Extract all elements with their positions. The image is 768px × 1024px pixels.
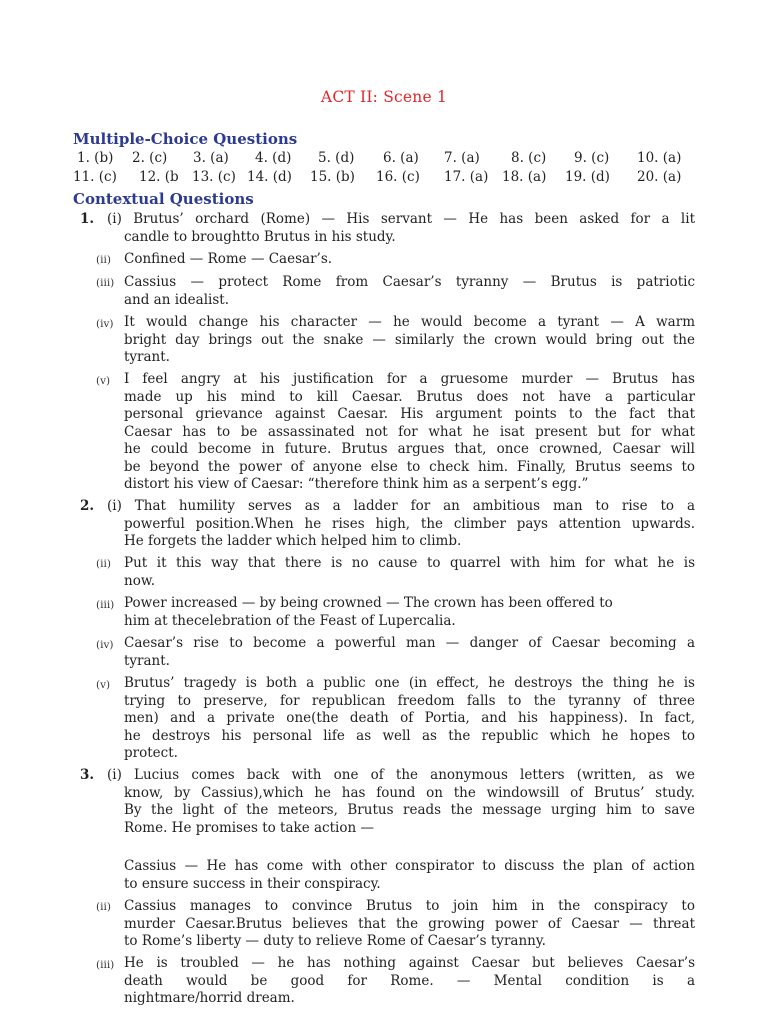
- text-line: know, by Cassius),which he has found on the windowsill of Brutus’ study.: [124, 784, 695, 801]
- answer-text: [107, 767, 695, 837]
- mcq-answer: 15. (b): [310, 169, 355, 185]
- answer-text: [124, 371, 695, 494]
- sub-label: (iv): [96, 639, 114, 651]
- text-line: tyrant.: [124, 349, 170, 365]
- mcq-heading: Multiple-Choice Questions: [73, 130, 298, 148]
- text-line: now.: [124, 572, 156, 589]
- mcq-answer: 16. (c): [376, 169, 420, 185]
- text-line: (i) That humility serves as a ladder for an ambitious man to rise to a: [107, 498, 695, 514]
- answer-text: [124, 251, 695, 269]
- text-line: Caesar’s rise to become a powerful man — danger of Caesar becoming a: [124, 635, 695, 651]
- text-line: Put it this way that there is no cause to quarrel with him for what he is: [124, 555, 695, 571]
- text-line: tyrant.: [124, 652, 170, 669]
- sub-label: (ii): [96, 254, 111, 266]
- text-line: murder Caesar.Brutus believes that the growing power of Caesar — threat: [124, 915, 695, 932]
- mcq-answer: 2. (c): [132, 150, 168, 166]
- mcq-answers: [73, 150, 703, 188]
- answer-text: [124, 314, 695, 367]
- answer-text: [107, 211, 695, 246]
- question-number: 2.: [80, 498, 95, 514]
- contextual-heading: Contextual Questions: [73, 190, 254, 208]
- text-line: protect.: [124, 745, 178, 761]
- sub-label: (v): [96, 679, 111, 691]
- text-line: I feel angry at his justification for a gruesome murder — Brutus has: [124, 371, 695, 387]
- answer-text: [107, 498, 695, 551]
- text-line: He forgets the ladder which helped him to climb.: [124, 533, 462, 549]
- text-line: he could become in future. Brutus argues that, once crowned, Caesar will: [124, 441, 695, 457]
- text-line: Brutus’ tragedy is both a public one (in effect, he destroys the thing he is: [124, 675, 695, 691]
- text-line: trying to preserve, for republican freedom falls to the tyranny of three: [124, 692, 695, 709]
- mcq-answer: 19. (d): [565, 169, 610, 185]
- answer-text: [124, 555, 695, 590]
- text-line: to Rome’s liberty — duty to relieve Rome of Caesar’s tyranny.: [124, 933, 546, 949]
- text-line: Caesar has to be assassinated not for what he isat present but for what: [124, 423, 695, 440]
- answer-text: [124, 635, 695, 670]
- text-line: Cassius — He has come with other conspirator to discuss the plan of action: [124, 858, 695, 874]
- text-line: distort his view of Caesar: “therefore think him as a serpent’s egg.”: [124, 476, 589, 492]
- text-line: men) and a private one(the death of Portia, and his happiness). In fact,: [124, 710, 695, 726]
- answer-text: [124, 675, 695, 763]
- text-line: death would be good for Rome. — Mental condition is a: [124, 972, 695, 989]
- mcq-answer: 11. (c): [73, 169, 117, 185]
- text-line: and an idealist.: [124, 291, 229, 308]
- text-line: powerful position.When he rises high, the climber pays attention upwards.: [124, 515, 695, 532]
- sub-label: (iii): [96, 959, 115, 971]
- text-line: Cassius — protect Rome from Caesar’s tyranny — Brutus is patriotic: [124, 274, 695, 290]
- sub-label: (iv): [96, 318, 114, 330]
- text-line: made up his mind to kill Caesar. Brutus does not have a particular: [124, 388, 695, 405]
- text-line: Rome. He promises to take action —: [124, 819, 374, 836]
- question-number: 3.: [80, 767, 95, 783]
- text-line: he destroys his personal life as well as the republic which he hopes to: [124, 727, 695, 744]
- sub-label: (iii): [96, 277, 115, 289]
- mcq-answer: 14. (d): [247, 169, 292, 185]
- answer-text: [124, 595, 695, 630]
- mcq-answer: 17. (a): [444, 169, 489, 185]
- mcq-row-1: [73, 150, 703, 169]
- mcq-answer: 9. (c): [574, 150, 610, 166]
- text-line: him at thecelebration of the Feast of Lupercalia.: [124, 612, 456, 629]
- mcq-answer: 6. (a): [383, 150, 419, 166]
- question-number: 1.: [80, 211, 95, 227]
- answer-text: [124, 898, 695, 951]
- text-line: He is troubled — he has nothing against Caesar but believes Caesar’s: [124, 955, 695, 971]
- sub-label: (ii): [96, 558, 111, 570]
- mcq-answer: 18. (a): [502, 169, 547, 185]
- mcq-answer: 5. (d): [318, 150, 355, 166]
- mcq-answer: 4. (d): [255, 150, 292, 166]
- mcq-answer: 12. (b: [139, 169, 179, 185]
- text-line: candle to broughtto Brutus in his study.: [124, 228, 396, 245]
- page-title: ACT II: Scene 1: [320, 88, 448, 106]
- text-line: Cassius manages to convince Brutus to join him in the conspiracy to: [124, 898, 695, 914]
- text-line: (i) Brutus’ orchard (Rome) — His servant — He has been asked for a lit: [107, 211, 695, 227]
- sub-label: (v): [96, 375, 111, 387]
- answer-text: [124, 274, 695, 309]
- text-line: Power increased — by being crowned — The crown has been offered to: [124, 595, 613, 611]
- text-line: It would change his character — he would become a tyrant — A warm: [124, 314, 695, 330]
- text-line: nightmare/horrid dream.: [124, 990, 295, 1006]
- mcq-answer: 3. (a): [193, 150, 229, 166]
- mcq-answer: 8. (c): [511, 150, 547, 166]
- mcq-answer: 7. (a): [444, 150, 480, 166]
- text-line: By the light of the meteors, Brutus reads the message urging him to save: [124, 802, 695, 818]
- answer-text: [124, 955, 695, 1008]
- text-line: (i) Lucius comes back with one of the anonymous letters (written, as we: [107, 767, 695, 783]
- text-line: bright day brings out the snake — similarly the crown would bring out the: [124, 331, 695, 348]
- mcq-answer: 20. (a): [637, 169, 682, 185]
- sub-label: (ii): [96, 901, 111, 913]
- mcq-row-2: [73, 169, 703, 188]
- text-line: be beyond the power of anyone else to check him. Finally, Brutus seems to: [124, 458, 695, 475]
- answer-text: [124, 858, 695, 893]
- text-line: personal grievance against Caesar. His argument points to the fact that: [124, 406, 695, 422]
- text-line: to ensure success in their conspiracy.: [124, 875, 381, 892]
- text-line: Confined — Rome — Caesar’s.: [124, 251, 333, 267]
- sub-label: (iii): [96, 599, 115, 611]
- mcq-answer: 10. (a): [637, 150, 682, 166]
- mcq-answer: 13. (c): [192, 169, 236, 185]
- mcq-answer: 1. (b): [77, 150, 114, 166]
